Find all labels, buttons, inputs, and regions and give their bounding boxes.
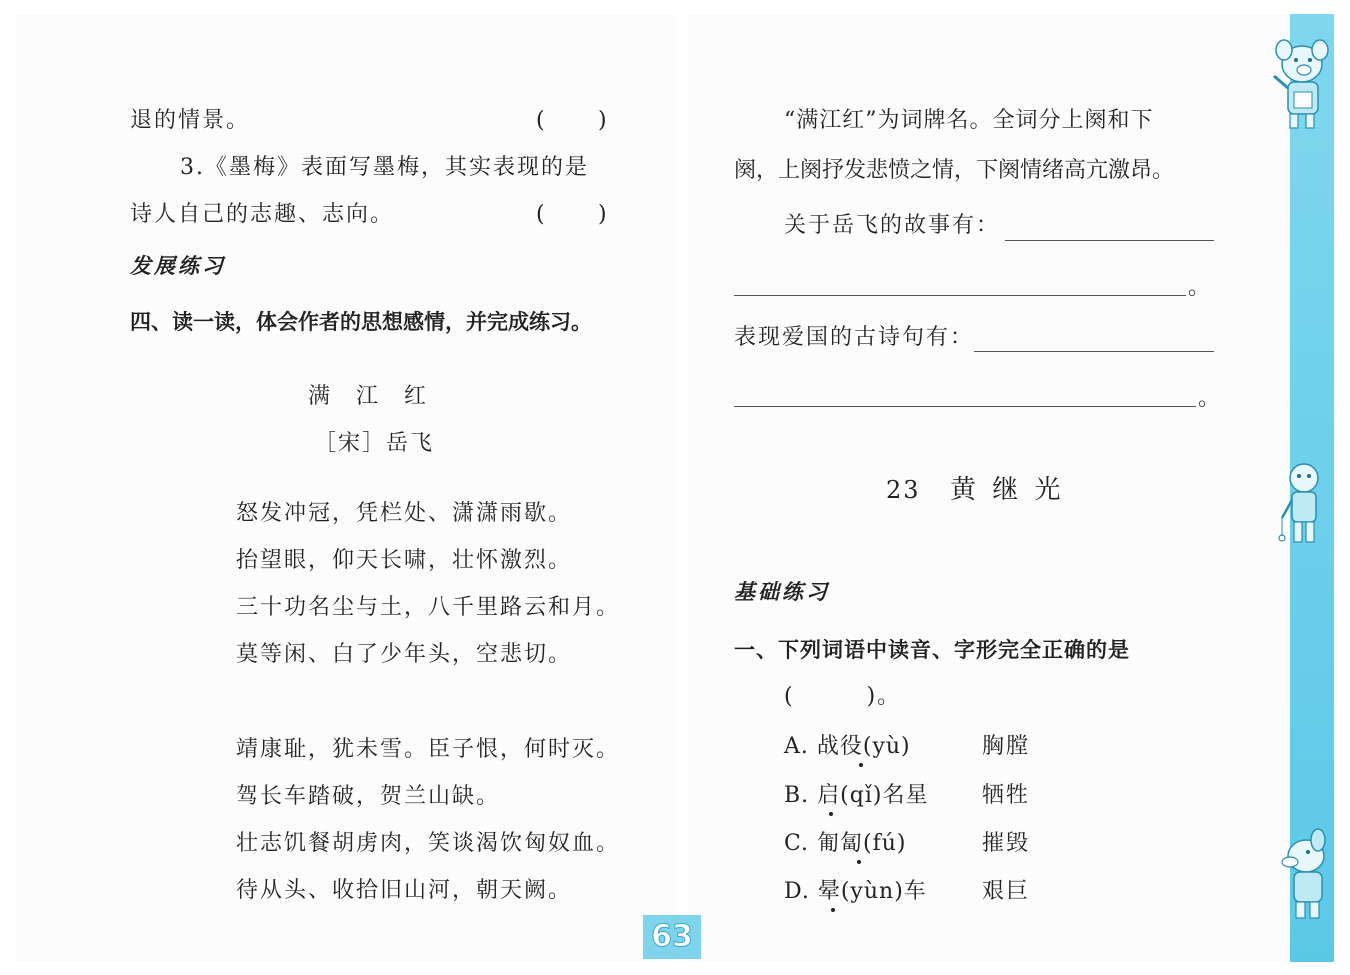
answer-blank[interactable]: [734, 295, 1186, 296]
poem-author: ［宋］岳飞: [314, 431, 435, 456]
text-line: 退的情景。: [130, 108, 251, 133]
option-d: D. 晕(yùn)车: [784, 879, 927, 904]
emphasis-dot: [829, 812, 833, 816]
question-3: 3.《墨梅》表面写墨梅，其实表现的是: [180, 155, 589, 180]
option-a: A. 战役(yù): [784, 734, 911, 759]
task-1-heading: 一、下列词语中读音、字形完全正确的是: [734, 638, 1130, 662]
period: 。: [1188, 275, 1213, 300]
question-patriotic-poem: 表现爱国的古诗句有：: [734, 325, 975, 350]
poem-line: 待从头、收拾旧山河，朝天阙。: [236, 878, 573, 903]
emphasis-dot: [857, 860, 861, 864]
cartoon-dog-mascot-icon: [1268, 826, 1336, 926]
period: 。: [1198, 386, 1223, 411]
task-4-heading: 四、读一读，体会作者的思想感情，并完成练习。: [130, 310, 592, 334]
page-number: 63: [643, 915, 701, 959]
emphasis-dot: [831, 908, 835, 912]
cartoon-child-mascot-icon: [1268, 458, 1332, 554]
lesson-title: 黄 继 光: [950, 475, 1065, 505]
answer-blank[interactable]: [1005, 240, 1214, 241]
answer-blank[interactable]: [734, 406, 1196, 407]
option-c-word: 摧毁: [982, 831, 1031, 856]
poem-line: 怒发冲冠，凭栏处、潇潇雨歇。: [236, 501, 573, 526]
answer-paren-open: (: [536, 108, 545, 133]
emphasis-dot: [859, 763, 863, 767]
option-c: C. 匍匐(fú): [784, 831, 907, 856]
option-b: B. 启(qǐ)名星: [784, 783, 929, 808]
poem-line: 三十功名尘与土，八千里路云和月。: [236, 595, 621, 620]
section-heading-develop: 发展练习: [130, 254, 226, 278]
lesson-number: 23: [886, 476, 921, 504]
section-heading-basic: 基础练习: [734, 580, 830, 604]
poem-line: 壮志饥餐胡虏肉，笑谈渴饮匈奴血。: [236, 831, 621, 856]
poem-line: 驾长车踏破，贺兰山缺。: [236, 784, 501, 809]
question-3-cont: 诗人自己的志趣、志向。: [130, 202, 395, 227]
answer-paren-close: ): [598, 108, 607, 133]
option-a-word: 胸膛: [982, 734, 1031, 759]
poem-title: 满 江 红: [308, 384, 429, 409]
pig-mascot-icon: [1262, 36, 1338, 136]
answer-paren[interactable]: ( )。: [784, 684, 902, 709]
question-story: 关于岳飞的故事有：: [784, 213, 1001, 238]
poem-note-cont: 阕，上阕抒发悲愤之情，下阕情绪高亢激昂。: [734, 158, 1175, 183]
poem-line: 靖康耻，犹未雪。臣子恨，何时灭。: [236, 737, 621, 762]
answer-blank[interactable]: [974, 351, 1214, 352]
option-b-word: 牺牲: [982, 783, 1031, 808]
poem-line: 抬望眼，仰天长啸，壮怀激烈。: [236, 548, 573, 573]
answer-paren-close: ): [598, 202, 607, 227]
option-d-word: 艰巨: [982, 879, 1031, 904]
poem-note: “满江红”为词牌名。全词分上阕和下: [784, 108, 1154, 133]
poem-line: 莫等闲、白了少年头，空悲切。: [236, 642, 573, 667]
answer-paren-open: (: [536, 202, 545, 227]
